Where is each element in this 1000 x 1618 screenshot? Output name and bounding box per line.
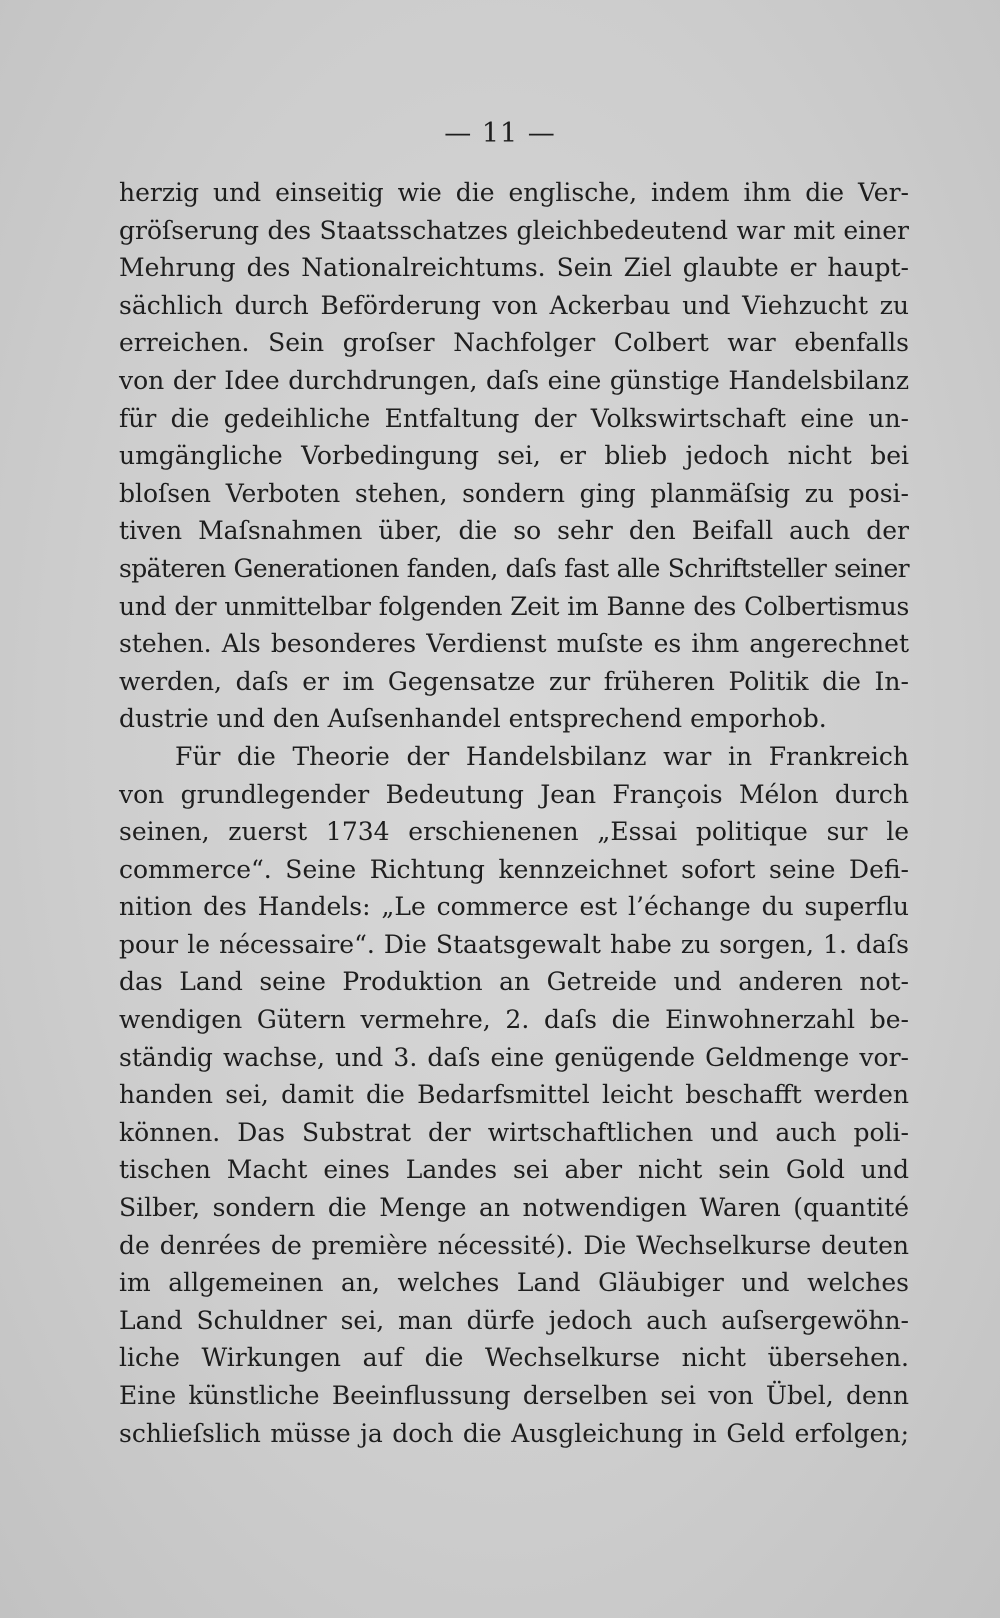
text-line: Silber, sondern die Menge an notwendigen Waren (quantité xyxy=(119,1193,909,1223)
text-line: stehen. Als besonderes Verdienst muſste es ihm angerechnet xyxy=(119,629,909,659)
text-line: für die gedeihliche Entfaltung der Volkswirtschaft eine un- xyxy=(119,403,909,433)
text-line: sächlich durch Beförderung von Ackerbau und Viehzucht zu xyxy=(119,290,909,320)
text-line: liche Wirkungen auf die Wechselkurse nicht übersehen. xyxy=(119,1343,909,1373)
text-line: nition des Handels: „Le commerce est l’échange du superflu xyxy=(119,892,909,922)
text-line: Land Schuldner sei, man dürfe jedoch auch auſsergewöhn- xyxy=(119,1305,909,1335)
text-line: pour le nécessaire“. Die Staatsgewalt habe zu sorgen, 1. daſs xyxy=(119,929,909,959)
body-text xyxy=(119,174,909,1452)
text-line: tiven Maſsnahmen über, die so sehr den Beifall auch der xyxy=(119,516,909,546)
text-line: werden, daſs er im Gegensatze zur früheren Politik die In- xyxy=(119,666,909,696)
text-line: schlieſslich müsse ja doch die Ausgleichung in Geld erfolgen; xyxy=(119,1418,909,1448)
text-line: von grundlegender Bedeutung Jean François Mélon durch xyxy=(119,779,909,809)
page-number: — 11 — xyxy=(444,118,556,149)
text-line: umgängliche Vorbedingung sei, er blieb jedoch nicht bei xyxy=(119,441,909,471)
text-line: Eine künstliche Beeinflussung derselben sei von Übel, denn xyxy=(119,1381,909,1410)
text-line: von der Idee durchdrungen, daſs eine günstige Handelsbilanz xyxy=(119,365,909,395)
text-line: Mehrung des Nationalreichtums. Sein Ziel glaubte er haupt- xyxy=(119,253,909,283)
text-line: ständig wachse, und 3. daſs eine genügende Geldmenge vor- xyxy=(119,1042,909,1072)
text-line: wendigen Gütern vermehre, 2. daſs die Einwohnerzahl be- xyxy=(119,1005,909,1035)
text-line: commerce“. Seine Richtung kennzeichnet sofort seine Defi- xyxy=(119,854,909,884)
text-line: und der unmittelbar folgenden Zeit im Banne des Colbertismus xyxy=(119,591,909,621)
text-line: im allgemeinen an, welches Land Gläubiger und welches xyxy=(119,1268,909,1298)
text-line: können. Das Substrat der wirtschaftlichen und auch poli- xyxy=(119,1117,909,1147)
text-line: das Land seine Produktion an Getreide und anderen not- xyxy=(119,967,909,997)
text-line: tischen Macht eines Landes sei aber nicht sein Gold und xyxy=(119,1155,909,1185)
text-line: herzig und einseitig wie die englische, indem ihm die Ver- xyxy=(119,178,909,207)
text-line: bloſsen Verboten stehen, sondern ging planmäſsig zu posi- xyxy=(119,478,909,508)
text-line: de denrées de première nécessité). Die Wechselkurse deuten xyxy=(119,1230,909,1260)
text-line: erreichen. Sein groſser Nachfolger Colbert war ebenfalls xyxy=(119,328,909,358)
text-line: seinen, zuerst 1734 erschienenen „Essai politique sur le xyxy=(119,817,909,847)
text-line: dustrie und den Auſsenhandel entsprechend emporhob. xyxy=(119,704,827,734)
text-line: späteren Generationen fanden, daſs fast alle Schriftsteller seiner xyxy=(119,553,909,583)
text-line: handen sei, damit die Bedarfsmittel leicht beschafft werden xyxy=(119,1080,909,1110)
text-line: Für die Theorie der Handelsbilanz war in Frankreich xyxy=(175,741,909,771)
text-line: gröſserung des Staatsschatzes gleichbedeutend war mit einer xyxy=(119,215,909,245)
